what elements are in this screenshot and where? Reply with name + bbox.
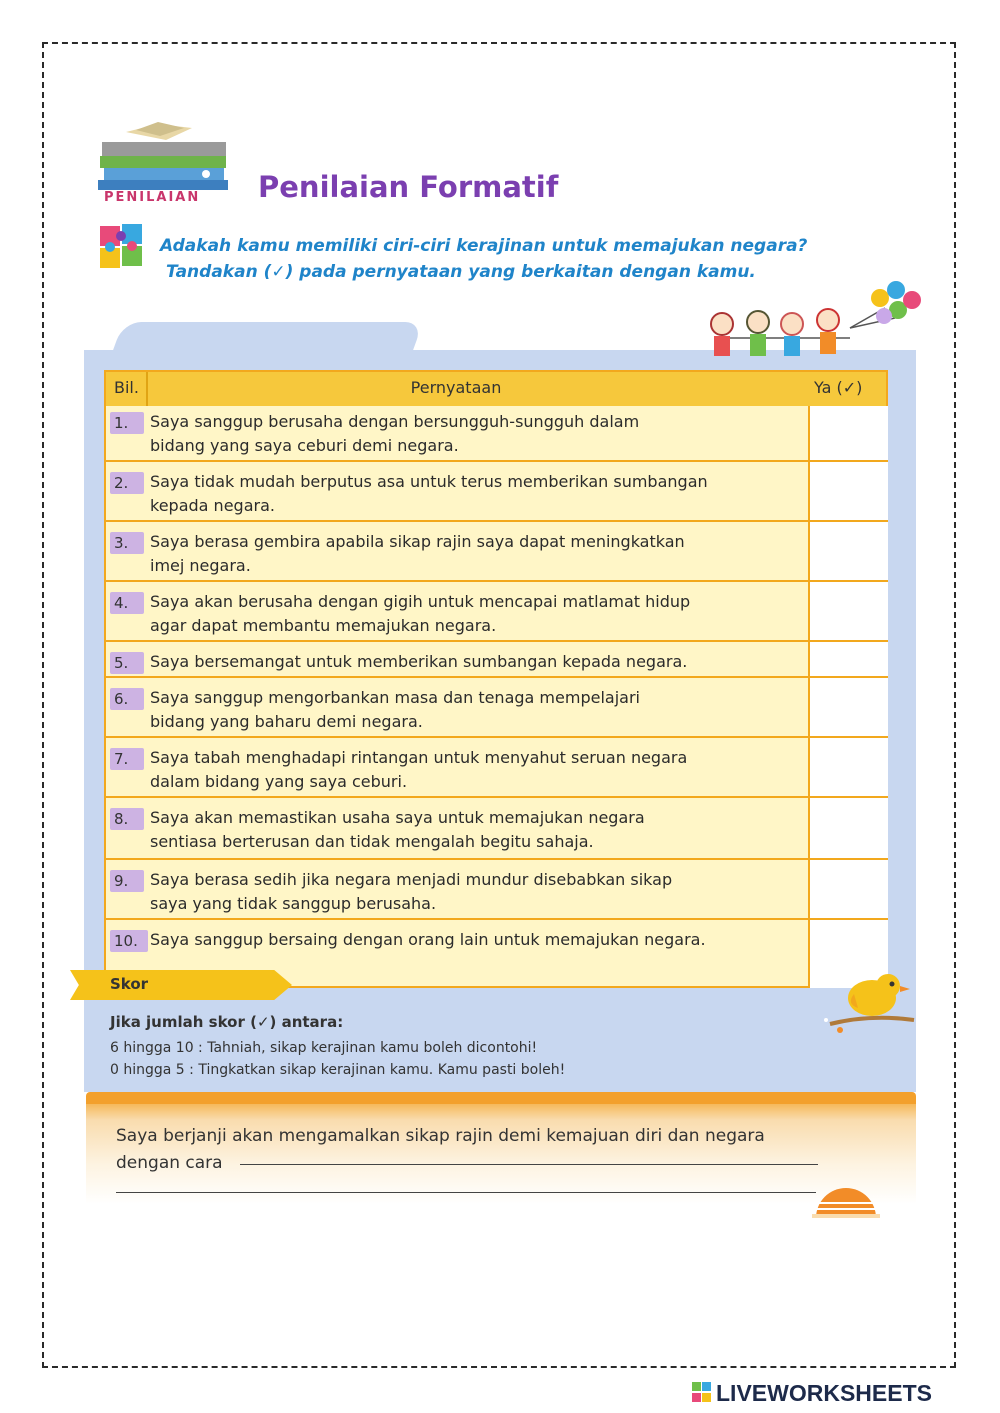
row-number: 4. [110,592,144,614]
statement-line-1: Saya bersemangat untuk memberikan sumbangan kepada negara. [150,652,688,671]
row-statement [150,650,800,674]
header-ya: Ya (✓) [814,378,863,397]
ya-checkbox-9[interactable] [816,872,880,914]
row-statement [150,686,800,734]
row-number: 5. [110,652,144,674]
table-header [106,372,886,406]
promise-answer-field-2[interactable] [116,1192,816,1193]
statement-line-1: Saya sanggup mengorbankan masa dan tenaga mempelajari [150,688,640,707]
statement-line-1: Saya berasa sedih jika negara menjadi mundur disebabkan sikap [150,870,673,889]
row-number: 2. [110,472,144,494]
row-divider [106,676,888,678]
skor-range-high: 6 hingga 10 : Tahniah, sikap kerajinan kamu boleh dicontohi! [110,1040,538,1056]
row-number: 6. [110,688,144,710]
header-divider [146,372,148,406]
row-statement [150,746,800,794]
statement-line-2: agar dapat membantu memajukan negara. [150,616,497,635]
row-number: 8. [110,808,144,830]
row-divider [106,460,888,462]
statement-line-1: Saya akan memastikan usaha saya untuk memajukan negara [150,808,645,827]
statement-line-2: imej negara. [150,556,251,575]
statement-line-1: Saya akan berusaha dengan gigih untuk mencapai matlamat hidup [150,592,691,611]
statement-line-2: kepada negara. [150,496,275,515]
header-pernyataan: Pernyataan [410,378,502,397]
instruction-line-1: Adakah kamu memiliki ciri-ciri kerajinan untuk memajukan negara? [160,236,808,256]
instruction-line-2: Tandakan (✓) pada pernyataan yang berkaitan dengan kamu. [166,262,756,282]
statement-line-1: Saya tidak mudah berputus asa untuk terus memberikan sumbangan [150,472,708,491]
row-statement [150,928,800,952]
row-divider [106,580,888,582]
statement-line-1: Saya tabah menghadapi rintangan untuk menyahut seruan negara [150,748,688,767]
promise-line-1: Saya berjanji akan mengamalkan sikap rajin demi kemajuan diri dan negara [116,1126,765,1146]
logo-label: PENILAIAN [104,190,201,205]
page-title: Penilaian Formatif [258,170,559,204]
statement-table [104,370,888,988]
statement-line-2: dalam bidang yang saya ceburi. [150,772,408,791]
row-number: 10. [110,930,148,952]
statement-line-2: saya yang tidak sanggup berusaha. [150,894,437,913]
skor-range-low: 0 hingga 5 : Tingkatkan sikap kerajinan kamu. Kamu pasti boleh! [110,1062,566,1078]
ya-checkbox-3[interactable] [816,534,880,576]
row-divider [106,918,888,920]
promise-text [116,1123,765,1177]
row-number: 9. [110,870,144,892]
row-statement [150,590,800,638]
statement-line-2: sentiasa berterusan dan tidak mengalah begitu sahaja. [150,832,594,851]
row-divider [106,520,888,522]
promise-line-2: dengan cara [116,1153,223,1173]
children-balloons-icon [700,278,930,368]
bird-icon [810,964,920,1044]
row-number: 7. [110,748,144,770]
ya-checkbox-7[interactable] [816,750,880,792]
row-statement [150,868,800,916]
ya-checkbox-4[interactable] [816,594,880,636]
row-statement [150,470,800,518]
statement-line-2: bidang yang baharu demi negara. [150,712,423,731]
ya-checkbox-6[interactable] [816,690,880,732]
row-statement [150,806,800,854]
liveworksheets-brand[interactable]: LIVEWORKSHEETS [716,1380,932,1406]
row-divider [106,796,888,798]
skor-label: Skor [110,975,149,993]
skor-heading: Jika jumlah skor (✓) antara: [110,1013,344,1031]
row-number: 3. [110,532,144,554]
row-statement [150,530,800,578]
sun-icon [812,1176,880,1218]
row-divider [106,640,888,642]
statement-line-1: Saya berasa gembira apabila sikap rajin saya dapat meningkatkan [150,532,685,551]
statement-line-1: Saya sanggup bersaing dengan orang lain untuk memajukan negara. [150,930,706,949]
promise-answer-field-1[interactable] [240,1164,818,1165]
row-divider [106,736,888,738]
ya-checkbox-1[interactable] [816,414,880,456]
puzzle-icon [96,220,148,272]
skor-banner [70,970,292,1000]
statement-line-1: Saya sanggup berusaha dengan bersungguh-sungguh dalam [150,412,640,431]
statement-line-2: bidang yang saya ceburi demi negara. [150,436,459,455]
header-bil: Bil. [114,378,139,397]
row-number: 1. [110,412,144,434]
ya-checkbox-8[interactable] [816,810,880,852]
row-divider [106,858,888,860]
ya-checkbox-2[interactable] [816,474,880,516]
row-statement [150,410,800,458]
